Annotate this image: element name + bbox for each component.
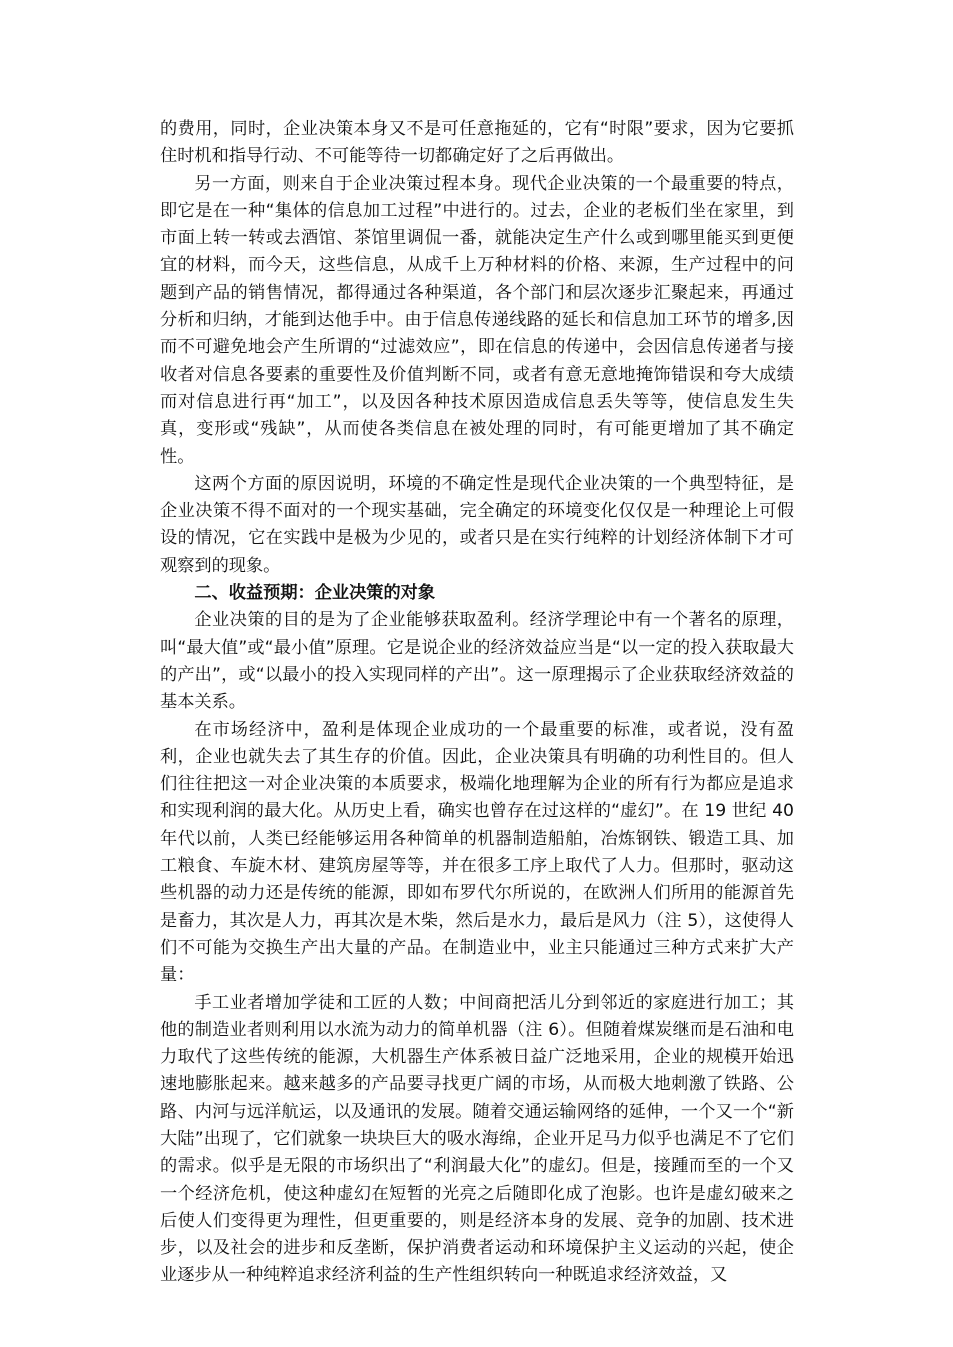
paragraph-continued: 的费用，同时，企业决策本身又不是可任意拖延的，它有“时限”要求，因为它要抓住时机和指导行动、不可能等待一切都确定好了之后再做出。 [160,119,794,167]
paragraph-uncertainty-summary: 这两个方面的原因说明，环境的不确定性是现代企业决策的一个典型特征，是企业决策不得不面对的一个现实基础，完全确定的环境变化仅仅是一种理论上可假设的情况，它在实践中是极为少见的，或者只是在实行纯粹的计划经济体制下才可观察到的现象。 [160,473,794,576]
document-page [160,116,794,1290]
paragraph-market-profit: 在市场经济中，盈利是体现企业成功的一个最重要的标准，或者说，没有盈利，企业也就失去了其生存的价值。因此，企业决策具有明确的功利性目的。但人们往往把这一对企业决策的本质要求，极端化地理解为企业的所有行为都应是追求和实现利润的最大化。从历史上看，确实也曾存在过这样的“虚幻”。在 19 世纪 40 年代以前，人类已经能够运用各种简单的机器制造船舶，冶炼钢铁、锻造工具、加工粮食、车旋木材、建筑房屋等等，并在很多工序上取代了人力。但那时，驱动这些机器的动力还是传统的能源，即如布罗代尔所说的，在欧洲人们所用的能源首先是畜力，其次是人力，再其次是木柴，然后是水力，最后是风力（注 5），这使得人们不可能为交换生产出大量的产品。在制造业中，业主只能通过三种方式来扩大产量： [160,719,794,986]
paragraph-decision-goal: 企业决策的目的是为了企业能够获取盈利。经济学理论中有一个著名的原理，叫“最大值”或“最小值”原理。它是说企业的经济效益应当是“以一定的投入获取最大的产出”，或“以最小的投入实现同样的产出”。这一原理揭示了企业获取经济效益的基本关系。 [160,610,794,713]
section-heading: 二、收益预期：企业决策的对象 [194,583,436,604]
paragraph-industrial-history: 手工业者增加学徒和工匠的人数；中间商把活儿分到邻近的家庭进行加工；其他的制造业者则利用以水流为动力的简单机器（注 6）。但随着煤炭继而是石油和电力取代了这些传统的能源，大机器生产体系被日益广泛地采用，企业的规模开始迅速地膨胀起来。越来越多的产品要寻找更广阔的市场，从而极大地刺激了铁路、公路、内河与远洋航运，以及通讯的发展。随着交通运输网络的延伸，一个又一个“新大陆”出现了，它们就象一块块巨大的吸水海绵，企业开足马力似乎也满足不了它们的需求。似乎是无限的市场织出了“利润最大化”的虚幻。但是，接踵而至的一个又一个经济危机，使这种虚幻在短暂的光亮之后随即化成了泡影。也许是虚幻破来之后使人们变得更为理性，但更重要的，则是经济本身的发展、竞争的加剧、技术进步，以及社会的进步和反垄断，保护消费者运动和环境保护主义运动的兴起，使企业逐步从一种纯粹追求经济利益的生产性组织转向一种既追求经济效益，又 [160,992,794,1286]
paragraph-decision-process: 另一方面，则来自于企业决策过程本身。现代企业决策的一个最重要的特点，即它是在一种“集体的信息加工过程”中进行的。过去，企业的老板们坐在家里，到市面上转一转或去酒馆、茶馆里调侃一番，就能决定生产什么或到哪里能买到更便宜的材料，而今天，这些信息，从成千上万种材料的价格、来源，生产过程中的问题到产品的销售情况，都得通过各种渠道，各个部门和层次逐步汇聚起来，再通过分析和归纳，才能到达他手中。由于信息传递线路的延长和信息加工环节的增多,因而不可避免地会产生所谓的“过滤效应”，即在信息的传递中，会因信息传递者与接收者对信息各要素的重要性及价值判断不同，或者有意无意地掩饰错误和夸大成绩而对信息进行再“加工”，以及因各种技术原因造成信息丢失等等，使信息发生失真，变形或“残缺”，从而使各类信息在被处理的同时，有可能更增加了其不确定性。 [160,173,794,467]
